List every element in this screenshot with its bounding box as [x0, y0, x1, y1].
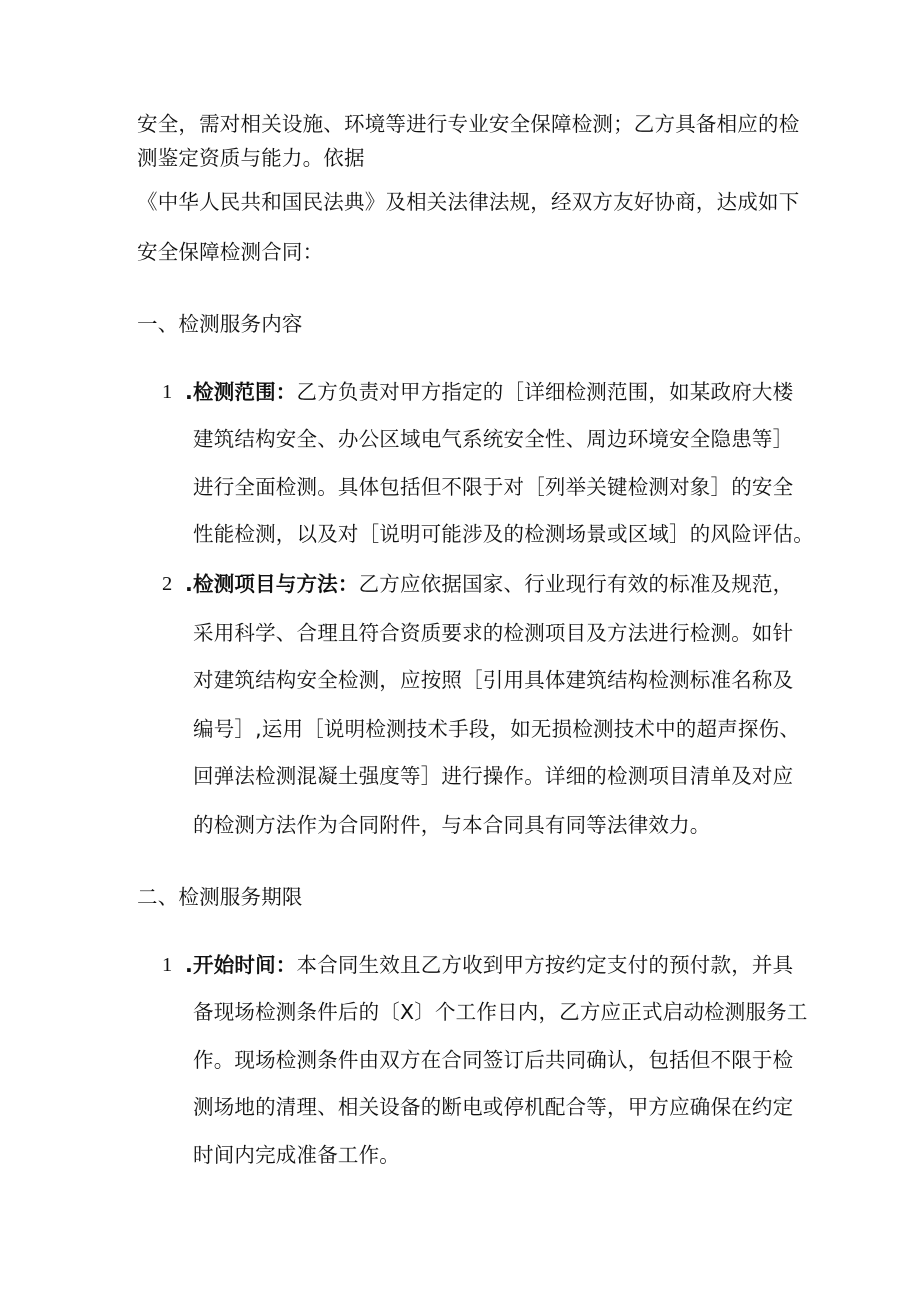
item-line: 时间内完成准备工作。 — [193, 1143, 400, 1167]
item-number: 1 — [162, 381, 173, 403]
item-line: 备现场检测条件后的〔X〕个工作日内，乙方应正式启动检测服务工 — [193, 1000, 808, 1024]
item-line — [185, 569, 793, 599]
item-text: 乙方负责对甲方指定的［详细检测范围，如某政府大楼 — [296, 380, 794, 404]
item-line: 测场地的清理、相关设备的断电或停机配合等，甲方应确保在约定 — [193, 1095, 794, 1119]
item-line: 采用科学、合理且符合资质要求的检测项目及方法进行检测。如针 — [193, 621, 794, 645]
item-line: 对建筑结构安全检测，应按照［引用具体建筑结构检测标准名称及 — [193, 668, 794, 692]
item-number: 1 — [162, 954, 173, 976]
item-line: 性能检测，以及对［说明可能涉及的检测场景或区域］的风险评估。 — [193, 522, 814, 546]
item-title: .检测范围： — [185, 380, 297, 404]
intro-line: 安全，需对相关设施、环境等进行专业安全保障检测；乙方具备相应的检 — [137, 112, 800, 136]
item-line: 编号］,运用［说明检测技术手段，如无损检测技术中的超声探伤、 — [193, 717, 801, 741]
item-text: 本合同生效且乙方收到甲方按约定支付的预付款，并具 — [296, 953, 794, 977]
section-heading: 一、检测服务内容 — [137, 312, 303, 336]
item-line — [185, 950, 793, 980]
item-line: 回弹法检测混凝土强度等］进行操作。详细的检测项目清单及对应 — [193, 764, 794, 788]
intro-line: 《中华人民共和国民法典》及相关法律法规，经双方友好协商，达成如下 — [137, 190, 800, 214]
intro-line: 安全保障检测合同： — [137, 240, 324, 264]
item-line: 进行全面检测。具体包括但不限于对［列举关键检测对象］的安全 — [193, 475, 794, 499]
section-heading: 二、检测服务期限 — [137, 885, 303, 909]
item-line: 的检测方法作为合同附件，与本合同具有同等法律效力。 — [193, 813, 711, 837]
item-text: 乙方应依据国家、行业现行有效的标准及规范， — [358, 572, 794, 596]
item-number: 2 — [162, 573, 173, 595]
item-line: 建筑结构安全、办公区域电气系统安全性、周边环境安全隐患等］ — [193, 427, 794, 451]
intro-line: 测鉴定资质与能力。依据 — [137, 146, 365, 170]
item-line — [185, 377, 793, 407]
item-title: .检测项目与方法： — [185, 572, 359, 596]
item-line: 作。现场检测条件由双方在合同签订后共同确认，包括但不限于检 — [193, 1048, 794, 1072]
item-title: .开始时间： — [185, 953, 297, 977]
